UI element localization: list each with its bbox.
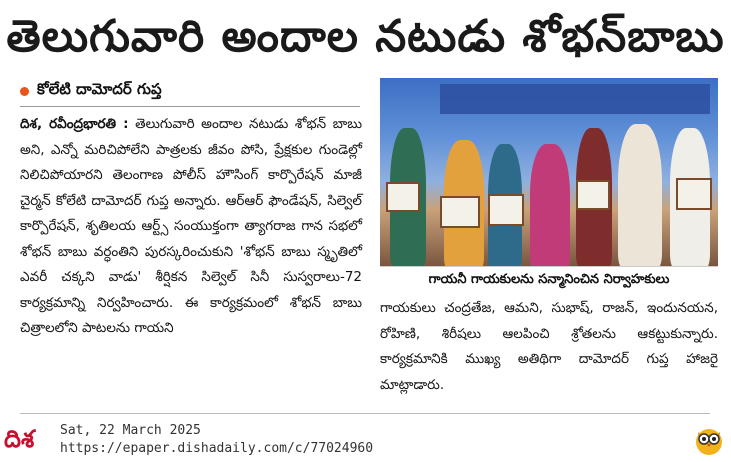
photo-stage-banner [440,84,710,114]
article-body-left [20,112,362,342]
footer-divider [20,413,710,414]
photo-certificate [488,194,524,226]
edition-date: Sat, 22 March 2025 [60,423,201,438]
article-byline [20,80,162,102]
photo-certificate [440,196,480,228]
article-body-right [380,296,718,398]
paragraph-left: తెలుగువారి అందాల నటుడు శోభన్ బాబు అని, ఎన్నో మరిచిపోలేని పాత్రలకు జీవం పోసి, ప్రేక్షకుల గుండెల్లో నిలిచిపోయారని తెలంగాణ పోలీస్ హౌసింగ్ కార్పొరేషన్ మాజీ చైర్మన్ కోలేటి దామోదర్ గుప్త అన్నారు. ఆర్‌ఆర్ ఫౌండేషన్, సిల్వెల్ కార్పొరేషన్, శృతిలయ ఆర్ట్స్ సంయుక్తంగా త్యాగరాజ గాన సభలో శోభన్ బాబు వర్ధంతిని పురస్కరించుకుని 'శోభన్ బాబు స్మృతిలో ఎవరీ చక్కని వాడు' శీర్షికన సిల్వెల్ సినీ సుస్వరాలు-72 కార్యక్రమాన్ని నిర్వహించారు. ఈ కార్యక్రమంలో శోభన్ బాబు చిత్రాలలోని పాటలను గాయని [20,116,362,336]
divider [20,106,360,107]
owl-mascot-icon [694,424,724,456]
footer [0,418,731,462]
photo-certificate [576,180,610,210]
edition-url[interactable]: https://epaper.dishadaily.com/c/77024960 [60,441,374,456]
disha-logo[interactable]: దిశ [4,425,35,453]
photo-certificate [386,182,420,212]
photo-certificate [676,178,712,210]
photo-person [618,124,662,266]
photo-caption: గాయనీ గాయకులను సన్మానించిన నిర్వాహకులు [380,266,718,293]
photo-person [530,144,570,266]
footer-meta [60,422,373,458]
article-headline: తెలుగువారి అందాల నటుడు శోభన్‌బాబు [6,11,725,62]
paragraph-right: గాయకులు చంద్రతేజ, ఆమని, సుభాష్, రాజన్, ఇందునయన, రోహిణి, శిరీషలు ఆలపించి శ్రోతలను ఆకట్టుకున్నారు. కార్యక్రమానికి ముఖ్య అతిథిగా దామోదర్ గుప్త హాజరై మాట్లాడారు. [380,300,718,393]
byline-name: కోలేటి దామోదర్ గుప్త [37,80,162,98]
article-photo [380,78,718,266]
dateline: దిశ, రవీంద్రభారతి : [20,116,129,132]
bullet-icon [20,87,29,96]
